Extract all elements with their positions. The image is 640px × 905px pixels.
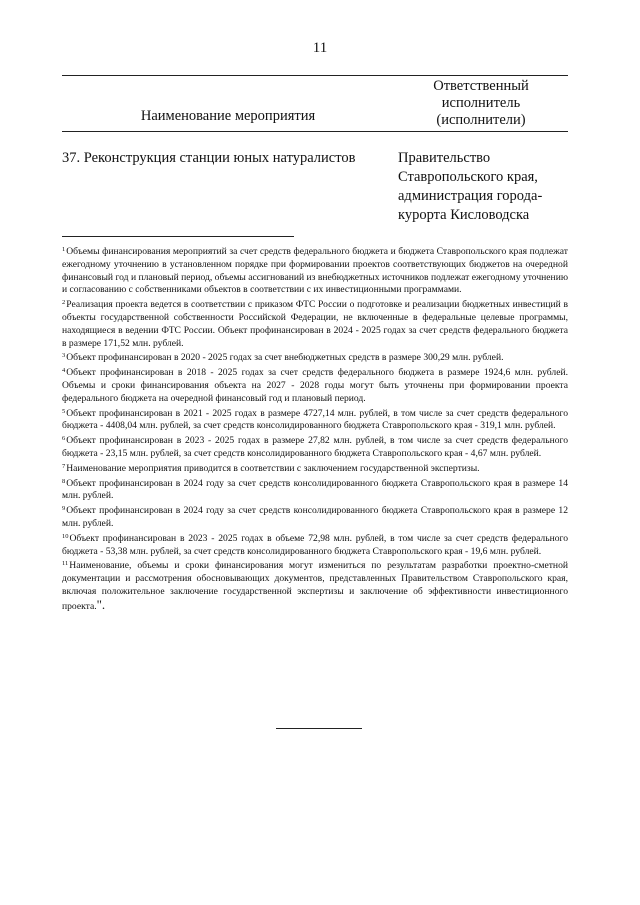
footnote-text: Объемы финансирования мероприятий за счет средств федерального бюджета и бюджета Ставропольского края подлежат ежегодному уточнению в установленном порядке при формировании проектов соответствующих бюджетов на очередной финансовый год и плановый период, объемы ассигнований из внебюджетных источников подлежат ежегодному уточнению и согласованию с собственниками объектов в соответствии с их инвестиционными программами. bbox=[62, 246, 568, 296]
header-executor-line: Ответственный bbox=[433, 78, 529, 94]
footnote bbox=[62, 365, 568, 405]
page-number: 11 bbox=[312, 40, 328, 56]
footnote-number: 2 bbox=[62, 299, 66, 307]
footnote bbox=[62, 476, 568, 504]
footnote-separator bbox=[62, 236, 294, 237]
header-executor-line: исполнитель bbox=[441, 95, 521, 111]
executor-line: курорта Кисловодска bbox=[398, 207, 530, 223]
footnote bbox=[62, 531, 568, 559]
footnote-number: 4 bbox=[62, 367, 66, 375]
footnote bbox=[62, 503, 568, 531]
closing-mark: ". bbox=[96, 596, 106, 612]
footnote-number: 9 bbox=[62, 505, 66, 513]
footnote-text: Объект профинансирован в 2024 году за счет средств консолидированного бюджета Ставропольского края в размере 14 млн. рублей. bbox=[62, 477, 568, 502]
footnote-text: Наименование, объемы и сроки финансирования могут измениться по результатам разработки проектно-сметной документации и рассмотрения обосновывающих документов, представленных Правительством Ставропольского края, включая положительное заключение государственной экспертизы и заключение об эффективности инвестиционного проекта. bbox=[62, 560, 568, 612]
measure-executor bbox=[394, 149, 568, 225]
footnote-text: Реализация проекта ведется в соответствии с приказом ФТС России о подготовке и реализации бюджетных инвестиций в объекты государственной собственности Российской Федерации, не включенные в федеральные целевые программы, находящиеся в ведении ФТС России. Объект профинансирован в 2024 - 2025 годах за счет средств федерального бюджета в размере 171,52 млн. рублей. bbox=[62, 299, 568, 349]
footnote bbox=[62, 461, 568, 476]
table-header bbox=[62, 75, 568, 132]
footnote-text: Объект профинансирован в 2018 - 2025 годах за счет средств федерального бюджета в размере 1924,6 млн. рублей. Объемы и сроки финансирования объекта на 2027 - 2028 годы могут быть уточнены при формировании проекта федерального бюджета на очередной финансовый год и плановый период. bbox=[62, 367, 568, 404]
footnote-text: Объект профинансирован в 2023 - 2025 годах в объеме 72,98 млн. рублей, в том числе за счет средств федерального бюджета - 53,38 млн. рублей, за счет средств консолидированного бюджета Ставропольского края - 19,6 млн. рублей. bbox=[62, 532, 568, 557]
end-separator bbox=[276, 728, 362, 729]
footnote-text: Объект профинансирован в 2020 - 2025 годах за счет внебюджетных средств в размере 300,29 млн. рублей. bbox=[66, 352, 504, 364]
footnote-number: 1 bbox=[62, 246, 66, 253]
header-executor-line: (исполнители) bbox=[436, 112, 526, 128]
footnote-number: 3 bbox=[62, 352, 66, 360]
footnote bbox=[62, 406, 568, 434]
executor-line: Правительство bbox=[398, 150, 491, 166]
footnote-text: Наименование мероприятия приводится в соответствии с заключением государственной экспертизы. bbox=[66, 462, 480, 474]
footnotes bbox=[62, 244, 568, 614]
header-executor bbox=[394, 76, 568, 131]
footnote bbox=[62, 350, 568, 365]
footnote bbox=[62, 558, 568, 613]
footnote-number: 6 bbox=[62, 435, 66, 443]
footnote-number: 11 bbox=[62, 560, 69, 568]
footnote-text: Объект профинансирован в 2024 году за счет средств консолидированного бюджета Ставропольского края в размере 12 млн. рублей. bbox=[62, 505, 568, 529]
footnote bbox=[62, 433, 568, 461]
footnote-text: Объект профинансирован в 2023 - 2025 годах в размере 27,82 млн. рублей, в том числе за счет средств федерального бюджета - 23,15 млн. рублей, за счет средств консолидированного бюджета Ставропольского края - 4,67 млн. рублей. bbox=[62, 435, 568, 459]
footnote-number: 8 bbox=[62, 477, 66, 485]
executor-line: Ставропольского края, bbox=[398, 169, 538, 185]
footnote-number: 7 bbox=[62, 462, 66, 470]
footnote-text: Объект профинансирован в 2021 - 2025 годах в размере 4727,14 млн. рублей, в том числе за счет средств федерального бюджета - 4408,04 млн. рублей, за счет средств консолидированного бюджета Ставропольского края - 319,1 млн. рублей. bbox=[62, 407, 568, 432]
footnote-number: 10 bbox=[62, 532, 69, 540]
footnote bbox=[62, 244, 568, 297]
measure-name: 37. Реконструкция станции юных натуралистов bbox=[62, 150, 356, 166]
table-row bbox=[62, 149, 568, 225]
measures-table bbox=[62, 75, 568, 225]
executor-line: администрация города- bbox=[398, 188, 543, 204]
footnote bbox=[62, 297, 568, 350]
footnote-number: 5 bbox=[62, 407, 66, 415]
header-measure-name: Наименование мероприятия bbox=[140, 108, 316, 124]
